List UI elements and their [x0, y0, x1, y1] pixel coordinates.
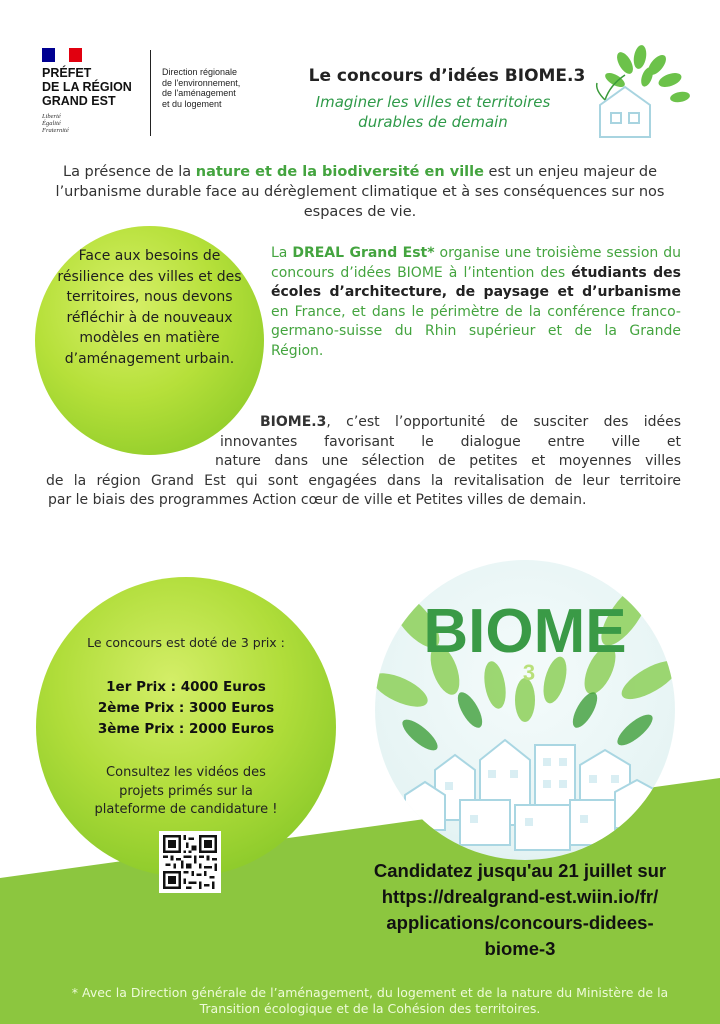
republic-flag-icon — [42, 48, 82, 62]
page-subtitle — [288, 92, 578, 132]
header-divider — [150, 50, 151, 136]
qr-code[interactable] — [159, 831, 221, 893]
prize-first: 1er Prix : 4000 Euros — [106, 679, 266, 695]
prize-third: 3ème Prix : 2000 Euros — [97, 721, 275, 737]
dreal-paragraph — [271, 244, 681, 361]
prize-intro: Le concours est doté de 3 prix : — [87, 635, 285, 650]
biome-name: BIOME.3 — [260, 414, 327, 430]
biome-line-1 — [40, 413, 681, 433]
dreal-post: en France, et dans le périmètre de la conférence franco-germano-suisse du Rhin supérieur et de la Grande Région. — [271, 303, 681, 359]
intro-highlight: nature et de la biodiversité en ville — [195, 164, 484, 180]
intro-post: est un enjeu majeur de l’urbanisme durable face au dérèglement climatique et à ses conséquences sur nos espaces de vie. — [55, 164, 665, 220]
biome-paragraph — [40, 413, 681, 511]
biome-word: BIOME — [423, 597, 627, 666]
intro-paragraph — [40, 162, 680, 222]
motto-line-1: Liberté — [42, 113, 61, 120]
biome-line-4: de la région Grand Est qui sont engagées dans la revitalisation de leur territoire — [46, 472, 681, 489]
prefet-line-1: PRÉFET — [42, 66, 92, 80]
cta-line-1: Candidatez jusqu'au 21 juillet sur — [373, 860, 667, 881]
dreal-target: étudiants des écoles d’architecture, de paysage et d’urbanisme — [271, 264, 681, 300]
dreal-line-1: Direction régionale — [162, 67, 238, 77]
biome-line-1-text: , c’est l’opportunité de susciter des idées — [326, 414, 681, 430]
prefet-block — [42, 66, 132, 108]
cta-url-line-3[interactable]: biome-3 — [484, 938, 556, 959]
biome-exponent: 3 — [522, 660, 536, 685]
biome-illustration — [375, 560, 675, 860]
prefet-line-2: DE LA RÉGION — [42, 80, 132, 94]
prize-second: 2ème Prix : 3000 Euros — [97, 700, 275, 716]
dreal-label — [162, 67, 240, 109]
dreal-pre: La — [271, 245, 293, 261]
intro-pre: La présence de la — [62, 164, 196, 180]
subtitle-line-1: Imaginer les villes et territoires — [315, 93, 551, 111]
biome-line-3: nature dans une sélection de petites et moyennes villes — [215, 453, 681, 469]
plant-house-icon — [585, 45, 695, 145]
republic-motto — [42, 113, 69, 134]
dreal-line-4: et du logement — [162, 98, 222, 109]
footnote: * Avec la Direction générale de l’aménagement, du logement et de la nature du Ministère de la Transition écologique et de la Cohésion des territoires. — [71, 985, 669, 1016]
dreal-mid: organise une troisième session du concours d’idées BIOME à l’intention des — [271, 245, 681, 281]
motto-line-2: Égalité — [42, 120, 61, 127]
cta-url-line-1[interactable]: https://drealgrand-est.wiin.io/fr/ — [381, 886, 659, 907]
biome-logo-circle — [375, 560, 675, 860]
prize-list — [36, 677, 336, 740]
dreal-org: DREAL Grand Est* — [292, 245, 435, 261]
biome-line-2: innovantes favorisant le dialogue entre ville et — [220, 433, 681, 450]
page-title: Le concours d’idées BIOME.3 — [308, 66, 586, 86]
biome-line-5: par le biais des programmes Action cœur de ville et Petites villes de demain. — [48, 492, 587, 508]
videos-text: Consultez les vidéos des projets primés sur la plateforme de candidature ! — [94, 765, 278, 817]
subtitle-line-2: durables de demain — [358, 113, 508, 131]
prefet-line-3: GRAND EST — [42, 94, 116, 108]
resilience-text: Face aux besoins de résilience des villes et des territoires, nous devons réfléchir à de nouveaux modèles en matière d’aménagement urbain. — [57, 248, 242, 367]
prize-circle — [36, 577, 336, 877]
deadline-cta — [325, 858, 715, 962]
cta-url-line-2[interactable]: applications/concours-didees- — [386, 912, 654, 933]
motto-line-3: Fraternité — [42, 127, 69, 134]
dreal-line-2: de l'environnement, — [162, 77, 241, 88]
dreal-line-3: de l'aménagement — [162, 88, 236, 98]
